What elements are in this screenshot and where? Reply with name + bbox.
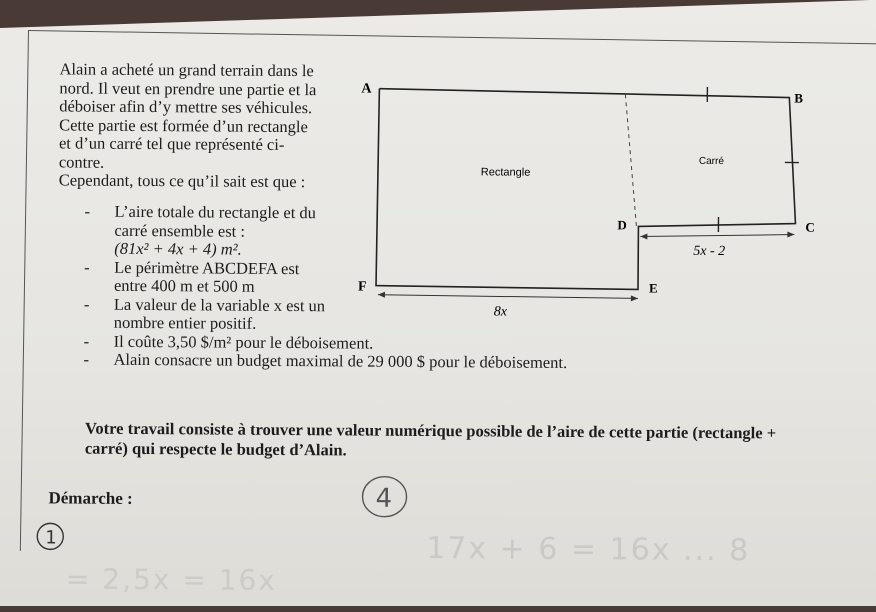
vertex-label-d: D <box>617 217 626 232</box>
arrow-head <box>787 232 794 238</box>
intro-line: et d’un carré tel que représenté ci- <box>59 134 359 155</box>
arrow-head <box>640 233 647 239</box>
square-label: Carré <box>699 156 725 167</box>
dimension-label-bottom: 8x <box>494 304 508 319</box>
intro-line: Alain a acheté un grand terrain dans le <box>59 60 359 81</box>
item-text: Il coûte 3,50 $/m² pour le déboisement. <box>114 332 714 355</box>
item-text: entre 400 m et 500 m <box>114 277 354 297</box>
list-item: - Le périmètre ABCDEFA est entre 400 m et 500 m <box>58 258 354 297</box>
item-text: L’aire totale du rectangle et du <box>114 203 354 223</box>
divider-dashed <box>624 94 637 226</box>
vertex-label-b: B <box>794 91 803 106</box>
handwritten-circle-4 <box>356 473 416 523</box>
arrow-head <box>631 295 638 301</box>
task-statement: Votre travail consiste à trouver une valeur numérique possible de l’aire de cette partie (rectangle + carré) qui respecte le budget d’Alain. <box>85 419 805 464</box>
item-text: La valeur de la variable x est un <box>114 295 354 315</box>
item-text: Le périmètre ABCDEFA est <box>114 258 354 278</box>
arrow-head <box>378 292 385 298</box>
rectangle-label: Rectangle <box>481 166 531 178</box>
circled-number: 1 <box>45 527 57 548</box>
dimension-arrow-square <box>640 233 794 237</box>
circled-number: 4 <box>375 484 392 514</box>
list-item: - L’aire totale du rectangle et du carré ensemble est : (81x² + 4x + 4) m². <box>58 202 354 260</box>
terrain-outline <box>376 89 796 291</box>
handwritten-circle-1 <box>32 518 72 558</box>
item-text: nombre entier positif. <box>114 314 354 334</box>
vertex-label-a: A <box>361 82 372 97</box>
vertex-label-c: C <box>805 220 814 235</box>
area-formula: (81x² + 4x + 4) m². <box>114 240 354 260</box>
pencil-work: 17x + 6 = 16x ... 8 <box>426 531 750 568</box>
dimension-label-square: 5x - 2 <box>693 244 725 259</box>
vertex-label-e: E <box>649 281 658 296</box>
intro-line: Cependant, tous ce qu’il sait est que : <box>59 171 359 192</box>
list-item: - Alain consacre un budget maximal de 29 000 $ pour le déboisement. <box>57 350 713 373</box>
item-text: carré ensemble est : <box>114 221 354 241</box>
pencil-work: = 2,5x = 16x <box>66 562 277 596</box>
intro-line: Cette partie est formée d’un rectangle <box>59 116 359 137</box>
dimension-arrow-bottom <box>378 295 638 299</box>
intro-line: déboiser afin d’y mettre ses véhicules. <box>59 97 359 118</box>
vertex-label-f: F <box>358 280 367 295</box>
demarche-heading: Démarche : <box>48 488 132 509</box>
list-item: - La valeur de la variable x est un nombre entier positif. <box>58 295 354 334</box>
intro-line: contre. <box>59 153 359 174</box>
item-text: Alain consacre un budget maximal de 29 000 $ pour le déboisement. <box>113 351 713 374</box>
intro-line: nord. Il veut en prendre une partie et la <box>59 79 359 100</box>
list-item: - Il coûte 3,50 $/m² pour le déboisement. <box>58 332 714 355</box>
